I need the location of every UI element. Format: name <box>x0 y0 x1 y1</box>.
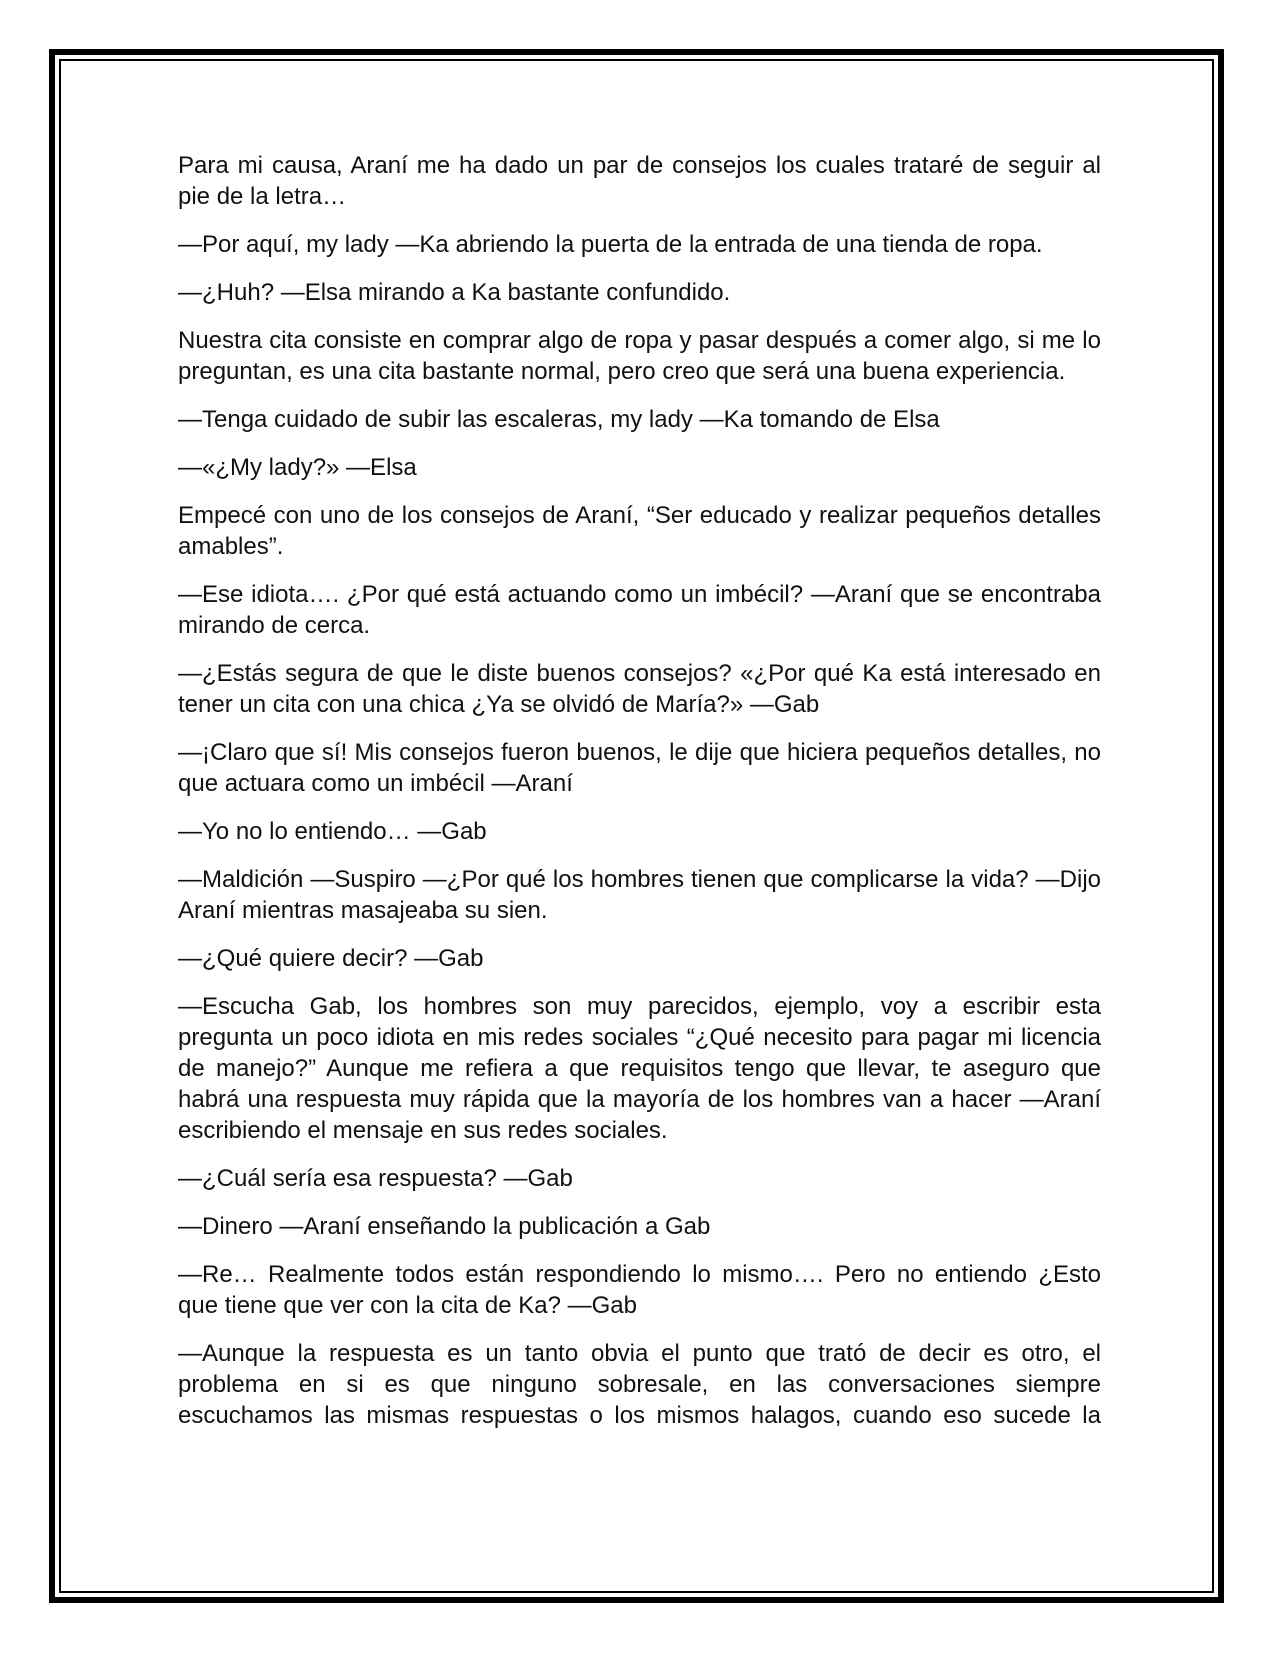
paragraph: —¿Estás segura de que le diste buenos consejos? «¿Por qué Ka está interesado en tener un cita con una chica ¿Ya se olvidó de María?» —Gab <box>178 660 1101 718</box>
paragraph: —«¿My lady?» —Elsa <box>178 454 417 481</box>
document-body <box>178 150 1101 1448</box>
paragraph: —Yo no lo entiendo… —Gab <box>178 818 487 845</box>
paragraph: Para mi causa, Araní me ha dado un par de consejos los cuales trataré de seguir al pie de la letra… <box>178 152 1101 210</box>
paragraph: Empecé con uno de los consejos de Araní, “Ser educado y realizar pequeños detalles amables”. <box>178 502 1101 560</box>
paragraph: —Por aquí, my lady —Ka abriendo la puerta de la entrada de una tienda de ropa. <box>178 231 1043 258</box>
paragraph: —¿Qué quiere decir? —Gab <box>178 945 484 972</box>
paragraph: —Aunque la respuesta es un tanto obvia el punto que trató de decir es otro, el problema en si es que ninguno sobresale, en las conversaciones siempre escuchamos las mismas respuestas o los mismos halagos, cuando eso sucede la <box>178 1340 1101 1429</box>
paragraph: —Re… Realmente todos están respondiendo lo mismo…. Pero no entiendo ¿Esto que tiene que ver con la cita de Ka? —Gab <box>178 1261 1101 1319</box>
paragraph: —¿Huh? —Elsa mirando a Ka bastante confundido. <box>178 279 731 306</box>
paragraph: —Maldición —Suspiro —¿Por qué los hombres tienen que complicarse la vida? —Dijo Araní mientras masajeaba su sien. <box>178 866 1101 924</box>
paragraph: —¿Cuál sería esa respuesta? —Gab <box>178 1165 573 1192</box>
paragraph: —Escucha Gab, los hombres son muy parecidos, ejemplo, voy a escribir esta pregunta un poco idiota en mis redes sociales “¿Qué necesito para pagar mi licencia de manejo?” Aunque me refiera a que requisitos tengo que llevar, te aseguro que habrá una respuesta muy rápida que la mayoría de los hombres van a hacer —Araní escribiendo el mensaje en sus redes sociales. <box>178 993 1101 1144</box>
paragraph: —Ese idiota…. ¿Por qué está actuando como un imbécil? —Araní que se encontraba mirando de cerca. <box>178 581 1101 639</box>
paragraph: —¡Claro que sí! Mis consejos fueron buenos, le dije que hiciera pequeños detalles, no que actuara como un imbécil —Araní <box>178 739 1101 797</box>
paragraph: —Dinero —Araní enseñando la publicación a Gab <box>178 1213 711 1240</box>
paragraph: Nuestra cita consiste en comprar algo de ropa y pasar después a comer algo, si me lo preguntan, es una cita bastante normal, pero creo que será una buena experiencia. <box>178 327 1101 385</box>
paragraph: —Tenga cuidado de subir las escaleras, my lady —Ka tomando de Elsa <box>178 406 940 433</box>
